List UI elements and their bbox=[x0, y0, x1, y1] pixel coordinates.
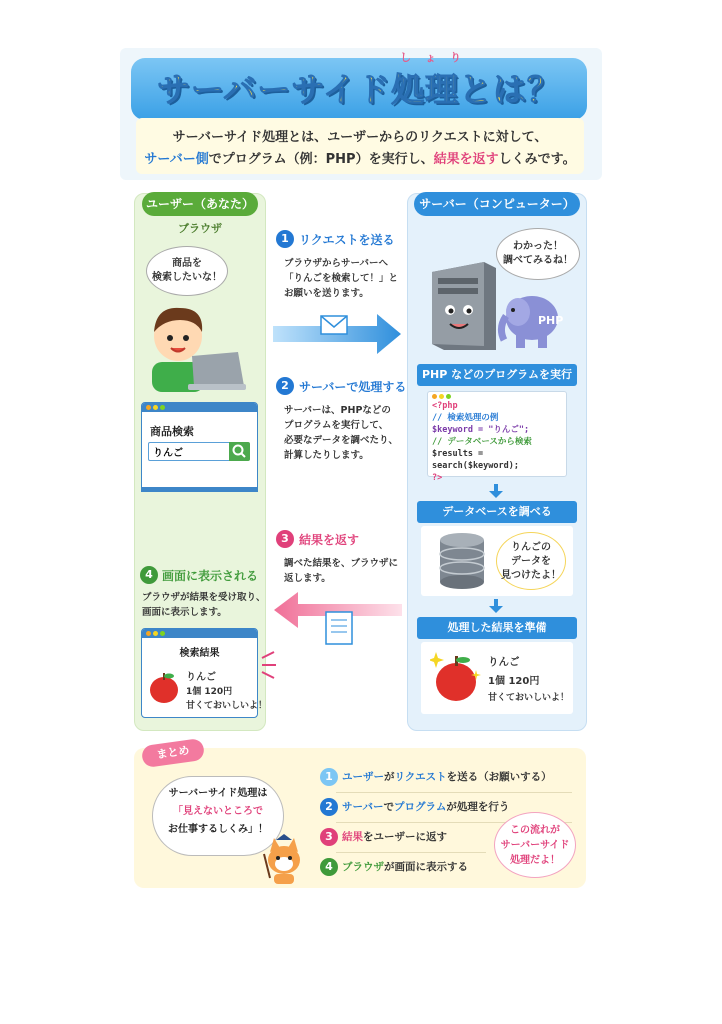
step-4-number: 4 bbox=[140, 566, 158, 584]
down-arrow-icon bbox=[489, 599, 503, 613]
code-line-2: // 検索処理の例 bbox=[432, 413, 499, 423]
code-line-5: $results = search($keyword); bbox=[432, 449, 519, 471]
summary-row-1 bbox=[320, 766, 552, 788]
summary-row-4 bbox=[320, 856, 468, 878]
db-bubble-line-3: 見つけたよ！ bbox=[501, 570, 561, 581]
step-4-desc-1: ブラウザが結果を受け取り、 bbox=[142, 592, 266, 603]
step-3-number: 3 bbox=[276, 530, 294, 548]
user-bubble-line-1: 商品を bbox=[172, 258, 202, 269]
intro-line-2 bbox=[136, 148, 584, 167]
result-title: 検索結果 bbox=[179, 648, 220, 659]
step-2-desc-2: プログラムを実行して、 bbox=[284, 420, 389, 431]
flow-line-1: この流れが bbox=[510, 825, 560, 836]
page-title: サーバーサイド処理とは？ bbox=[156, 70, 562, 109]
step-2-desc-1: サーバーは、PHPなどの bbox=[284, 405, 391, 416]
code-line-6: ?> bbox=[432, 473, 443, 483]
user-speech-bubble bbox=[146, 246, 228, 296]
step-1-desc-3: お願いを送ります。 bbox=[284, 288, 369, 299]
flow-line-3: 処理だよ！ bbox=[510, 855, 560, 866]
step-3-desc-2: 返します。 bbox=[284, 573, 331, 584]
step-2-desc-3: 必要なデータを調べたり、 bbox=[284, 435, 399, 446]
browser-label: ブラウザ bbox=[178, 222, 222, 235]
intro-return-result: 結果を返す bbox=[433, 152, 499, 167]
step-4-desc-2: 画面に表示します。 bbox=[142, 607, 227, 618]
server-computer-icon bbox=[424, 258, 504, 354]
boy-with-laptop-icon bbox=[140, 300, 250, 395]
step-2-title: サーバーで処理する bbox=[299, 380, 407, 394]
down-arrow-icon bbox=[489, 484, 503, 498]
server-speech-bubble bbox=[496, 228, 580, 280]
server-panel-heading: サーバー（コンピューター） bbox=[414, 192, 580, 216]
search-window-bottom bbox=[141, 487, 258, 492]
code-line-4: // データベースから検索 bbox=[432, 437, 532, 447]
summary-row-3 bbox=[320, 826, 447, 848]
response-arrow-icon bbox=[272, 590, 404, 646]
summary-divider bbox=[336, 792, 572, 793]
step-1-desc-1: ブラウザからサーバーへ bbox=[284, 258, 389, 269]
step-1-title: リクエストを送る bbox=[299, 233, 395, 247]
prepare-result-heading: 処理した結果を準備 bbox=[417, 617, 577, 639]
search-input[interactable] bbox=[148, 442, 230, 461]
summary-row-1-a: ユーザー bbox=[342, 771, 384, 783]
server-bubble-line-1: わかった！ bbox=[513, 241, 563, 252]
code-window bbox=[427, 391, 567, 483]
step-2-desc-4: 計算したりします。 bbox=[284, 450, 369, 461]
result-name: りんご bbox=[186, 672, 216, 683]
code-line-3: $keyword = "りんご"; bbox=[432, 425, 530, 435]
summary-divider bbox=[336, 852, 486, 853]
summary-row-2-d: が処理を行う bbox=[446, 801, 510, 813]
summary-row-1-number: 1 bbox=[320, 768, 338, 786]
db-bubble-line-1: りんごの bbox=[511, 542, 551, 553]
apple-icon bbox=[148, 670, 180, 704]
summary-row-2-c: プログラム bbox=[393, 801, 447, 813]
summary-row-4-a: ブラウザ bbox=[342, 861, 384, 873]
cloud-line-2: 「見えないところで bbox=[173, 806, 263, 817]
db-speech-bubble bbox=[496, 532, 566, 590]
prepare-price: 1個 120円 bbox=[488, 676, 540, 687]
summary-row-3-a: 結果 bbox=[342, 831, 363, 843]
summary-row-2 bbox=[320, 796, 509, 818]
summary-row-1-b: が bbox=[384, 771, 395, 783]
cloud-line-1: サーバーサイド処理は bbox=[168, 788, 268, 799]
summary-row-1-c: リクエスト bbox=[394, 771, 447, 783]
search-icon bbox=[229, 442, 250, 461]
summary-row-4-number: 4 bbox=[320, 858, 338, 876]
cloud-line-3: お仕事するしくみ」！ bbox=[168, 824, 268, 835]
sparkling-apple-icon bbox=[430, 648, 482, 704]
result-note: 甘くておいしいよ！ bbox=[186, 701, 268, 711]
step-1-desc-2: 「りんごを検索して！」と bbox=[284, 273, 399, 284]
step-3-desc-1: 調べた結果を、ブラウザに bbox=[284, 558, 399, 569]
prepare-note: 甘くておいしいよ！ bbox=[488, 693, 570, 703]
database-icon bbox=[438, 532, 486, 590]
code-line-1: <?php bbox=[432, 401, 458, 411]
summary-row-3-number: 3 bbox=[320, 828, 338, 846]
user-bubble-line-2: 検索したいな！ bbox=[152, 272, 222, 283]
result-price: 1個 120円 bbox=[186, 687, 233, 697]
search-title: 商品検索 bbox=[150, 425, 194, 438]
cat-teacher-icon bbox=[262, 834, 306, 884]
summary-row-3-b: をユーザーに返す bbox=[363, 831, 447, 843]
sparkle-lines-icon bbox=[260, 650, 280, 680]
intro-text-d: しくみです。 bbox=[498, 152, 576, 167]
php-elephant-icon bbox=[496, 280, 566, 352]
summary-tag: まとめ bbox=[141, 738, 205, 768]
run-program-heading: PHP などのプログラムを実行 bbox=[417, 364, 577, 386]
request-arrow-icon bbox=[273, 310, 403, 356]
prepare-name: りんご bbox=[488, 656, 520, 668]
flow-speech-bubble bbox=[494, 812, 576, 878]
intro-line-1: サーバーサイド処理とは、ユーザーからのリクエストに対して、 bbox=[172, 130, 548, 145]
php-label: PHP bbox=[538, 314, 564, 327]
title-ruby: しょり bbox=[400, 51, 475, 64]
summary-row-2-b: で bbox=[383, 801, 394, 813]
summary-row-1-d: を送る（お願いする） bbox=[446, 771, 552, 783]
server-bubble-line-2: 調べてみるね！ bbox=[503, 255, 573, 266]
db-bubble-line-2: データを bbox=[511, 556, 551, 567]
db-heading: データベースを調べる bbox=[417, 501, 577, 523]
summary-row-2-a: サーバー bbox=[342, 801, 384, 813]
step-4-title: 画面に表示される bbox=[162, 569, 259, 583]
flow-line-2: サーバーサイド bbox=[500, 840, 570, 851]
step-1-number: 1 bbox=[276, 230, 294, 248]
summary-row-2-number: 2 bbox=[320, 798, 338, 816]
summary-row-4-b: が画面に表示する bbox=[384, 861, 468, 873]
step-3-title: 結果を返す bbox=[299, 533, 360, 547]
search-button[interactable] bbox=[229, 442, 250, 461]
user-panel-heading: ユーザー（あなた） bbox=[142, 192, 258, 216]
intro-text-b: でプログラム（例：PHP）を実行し、 bbox=[208, 152, 434, 167]
intro-server-side: サーバー側 bbox=[144, 152, 209, 167]
step-2-number: 2 bbox=[276, 377, 294, 395]
